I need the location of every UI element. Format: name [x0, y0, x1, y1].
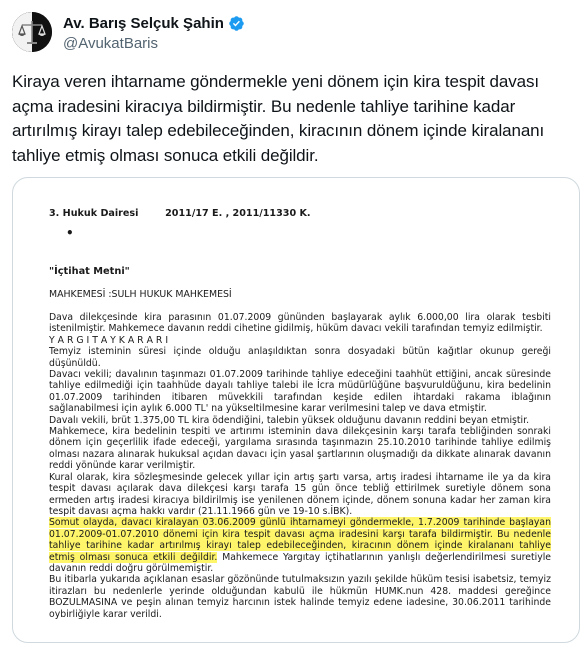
tweet-media-image[interactable] [12, 177, 580, 643]
name-row [63, 15, 245, 32]
document-title: "İçtihat Metni" [49, 266, 130, 277]
display-name[interactable]: Av. Barış Selçuk Şahin [63, 15, 224, 32]
document-paragraph: Dava dilekçesinde kira parasının 01.07.2009 gününden başlayarak aylık 6.000,00 lira olarak tesbiti istenilmiştir. Mahkemece davanın reddi cihetine gidilmiş, hüküm davacı vekili tarafından temyiz edilmiştir. [49, 312, 551, 335]
document-paragraph: Y A R G I T A Y K A R A R I [49, 334, 169, 346]
document-body [49, 312, 551, 620]
user-handle[interactable]: @AvukatBaris [63, 35, 158, 52]
avatar[interactable] [12, 12, 52, 52]
document-paragraph: Bu itibarla yukarıda açıklanan esaslar gözönünde tutulmaksızın yazılı şekilde hüküm tesisi isabetsiz, temyiz itirazları bu nedenlerle yerinde olduğundan kabulü ile hükmün HUMK.nun 428. maddesi gereğince BOZULMASINA ve peşin alınan temyiz harcının istek halinde temyiz edene iadesine, 30.06.2011 tarihinde oybirliğiyle karar verildi. [49, 574, 551, 620]
document-paragraph: Mahkemece, kira bedelinin tespiti ve artırımı isteminin dava dilekçesinin karşı tarafa tebliğinden sonraki dönem için geçerlilik ifade edeceği, yargılama sırasında taşınmazın 25.10.2010 tarihinde tahliye edilmiş olması nazara alınarak hukuksal açıdan davacı için yasal şartlarının oluşmadığı da dikkate alınarak davanın reddi yönünde karar verilmiştir. [49, 426, 551, 472]
document-header: 3. Hukuk Dairesi 2011/17 E. , 2011/11330 K. [49, 208, 311, 219]
document-paragraph: Davalı vekili, brüt 1.375,00 TL kira ödendiğini, talebin yüksek olduğunu davanın reddini beyan etmiştir. [49, 414, 530, 426]
scales-of-justice-icon [12, 12, 52, 52]
document-paragraph: Kural olarak, kira sözleşmesinde gelecek yıllar için artış şartı varsa, artış iradesi ihtarname ile ya da kira tespit davası açılarak dava dilekçesi karşı tarafa 15 gün önce tebliğ ettirilmek suretiyle dönem sona ermeden artış iradesi kiracıya bildirilmiş ise yenilenen dönem içinde, dönem sonuna kadar her zaman kira tespit davası açma hakkı vardır (21.11.1966 gün ve 19-10 s.İBK). [49, 471, 551, 517]
bullet-mark: • [66, 226, 74, 240]
document-paragraph: Davacı vekili; davalının taşınmazı 01.07.2009 tarihinde tahliye edeceğini taahhüt ettiğini, ancak süresinde tahliye edilmediği için taahhüde dayalı tahliye talebi ile İcra müdürlüğüne başvuruldüğunu, kira bedelinin 01.07.2009 tarihinden itibaren müvekkili tarafından keşide edilen ihtardaki rakama iblağının sağlanabilmesi için aylık 6.000 TL' na yükseltilmesine karar verilmesini talep ve dava etmiştir. [49, 369, 551, 415]
tweet-header [12, 12, 572, 60]
highlighted-text: Somut olayda, davacı kiralayan 03.06.2009 günlü ihtarnameyi göndermekle, 1.7.2009 tarihinde başlayan 01.07.2009-01.07.2010 dönemi için kira tespit davası açma iradesini karşı tarafa bildirmiştir. Bu nedenle tahliye tarihine kadar artırılmış kirayı talep edebileceğinden, kiracının dönem içinde kiralananı tahliye etmiş olması sonuca etkili değildir. [49, 517, 551, 563]
court-name: MAHKEMESİ :SULH HUKUK MAHKEMESİ [49, 289, 232, 300]
document-paragraph: Temyiz isteminin süresi içinde olduğu anlaşıldıktan sonra dosyadaki bütün kağıtlar okunup gereği düşünüldü. [49, 346, 551, 369]
document-paragraph [49, 517, 551, 574]
verified-badge-icon [228, 15, 245, 32]
paragraph-continuation: Mahkemece Yargıtay içtihatlarının yanlışlı değerlendirilmesi suretiyle davanın reddi doğru görülmemiştir. [49, 551, 551, 574]
tweet-text: Kiraya veren ihtarname göndermekle yeni dönem için kira tespit davası açma iradesini kiracıya bildirmiştir. Bu nedenle tahliye tarihine kadar artırılmış kirayı talep edebileceğinden, kiracının dönem içinde kiralananı tahliye etmiş olması sonuca etkili değildir. [12, 72, 545, 165]
court-decision-document [13, 178, 579, 642]
